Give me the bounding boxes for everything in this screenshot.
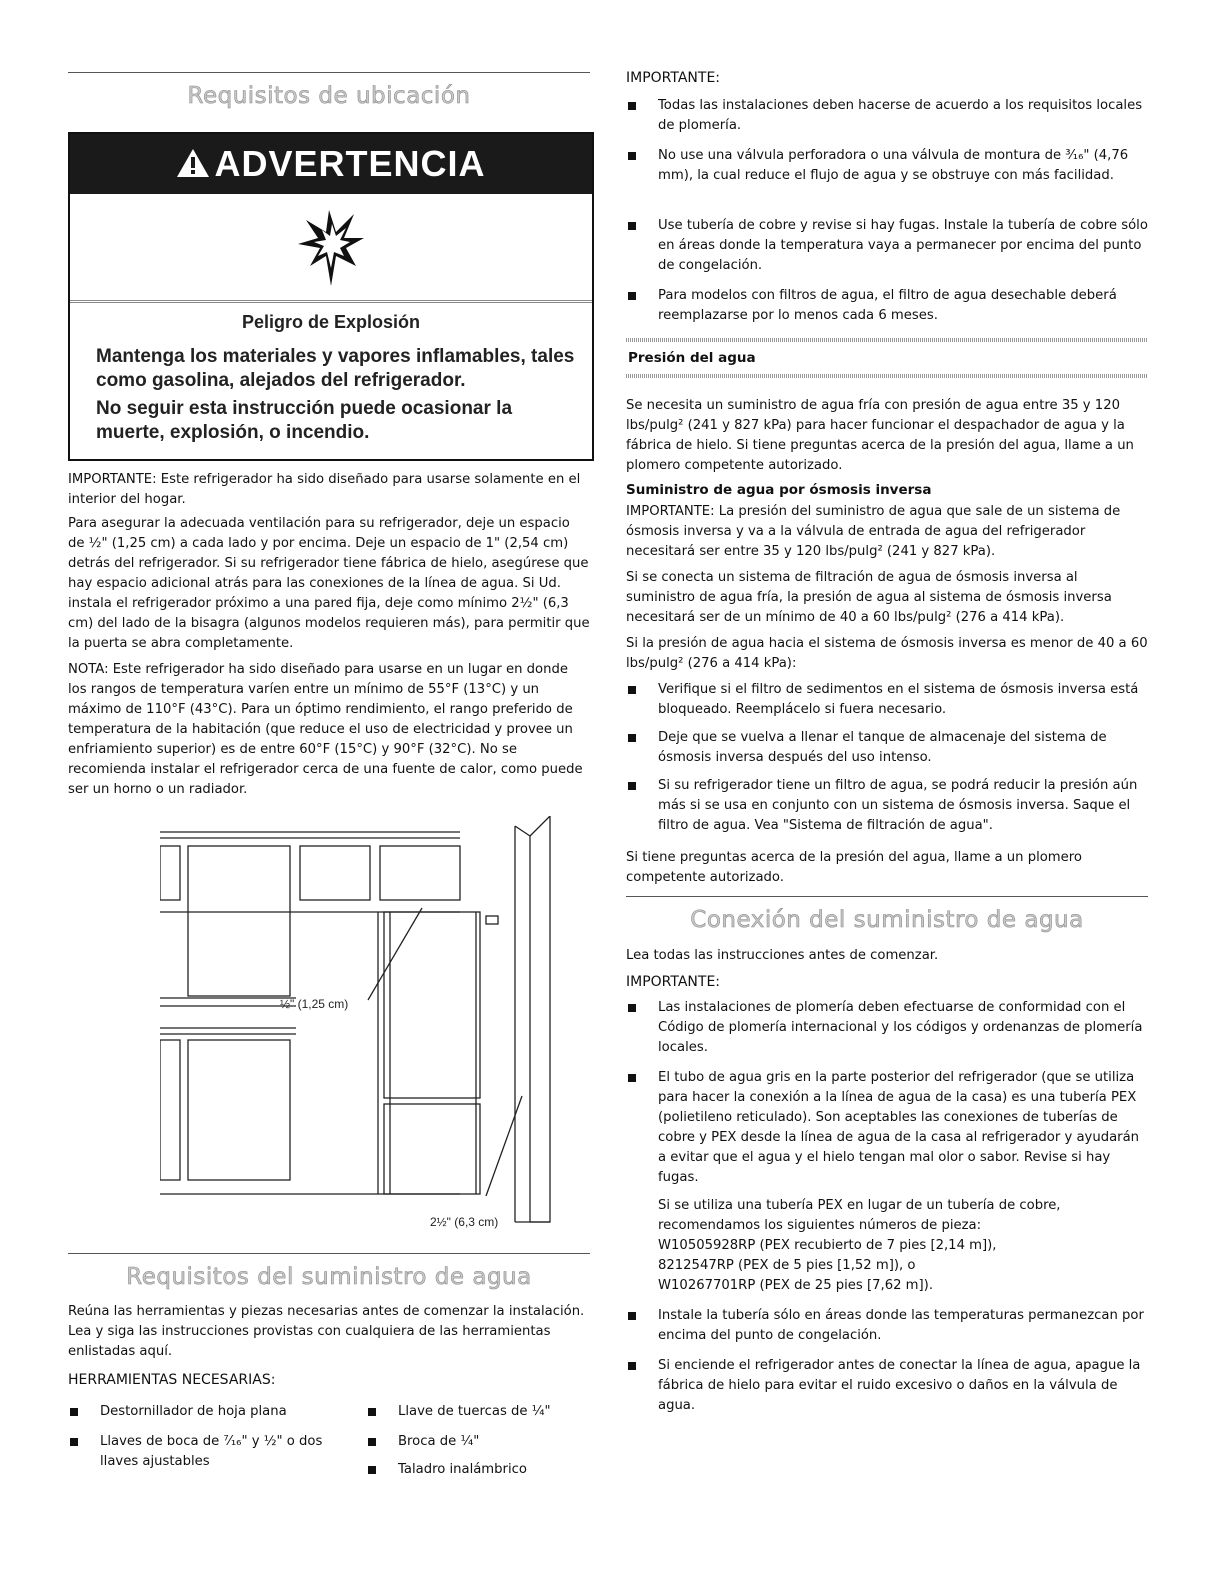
bullet-icon xyxy=(628,292,636,300)
warning-box xyxy=(68,132,594,461)
bullet-icon xyxy=(70,1408,78,1416)
warning-title: Peligro de Explosión xyxy=(241,312,421,332)
bullet-icon xyxy=(628,734,636,742)
paragraph-ro-connection: Si se conecta un sistema de filtración de agua de ósmosis inversa al suministro de agua fría, la presión de agua al sistema de ósmosis inversa necesitará ser de un mínimo de 40 a 60 lbs/pulg² (276 a 414 kPa). xyxy=(626,570,1112,625)
paragraph-ro-low-pressure: Si la presión de agua hacia el sistema de ósmosis inversa es menor de 40 a 60 lbs/pulg² (276 a 414 kPa): xyxy=(626,636,1148,671)
bullet-icon xyxy=(368,1466,376,1474)
paragraph-pex-intro: Si se utiliza una tubería PEX en lugar de un tubería de cobre, recomendamos los siguientes números de pieza: xyxy=(658,1198,1061,1233)
bullet-icon xyxy=(628,1074,636,1082)
warning-instruction: Mantenga los materiales y vapores inflamables, tales como gasolina, alejados del refrigerador. xyxy=(96,346,575,391)
paragraph-gather-tools: Reúna las herramientas y piezas necesarias antes de comenzar la instalación. Lea y siga las instrucciones provistas con cualquiera de las herramientas enlistadas aquí. xyxy=(68,1304,585,1359)
explosion-icon xyxy=(296,208,366,288)
bullet-icon xyxy=(70,1438,78,1446)
important-heading: IMPORTANTE: xyxy=(626,974,721,990)
section-title-location: Requisitos de ubicación xyxy=(187,83,471,109)
explosion-pictogram xyxy=(70,194,592,303)
clearance-diagram xyxy=(160,816,580,1236)
hatch-divider xyxy=(626,374,1148,378)
tools-heading: HERRAMIENTAS NECESARIAS: xyxy=(68,1372,276,1388)
bullet-icon xyxy=(628,782,636,790)
bullet-icon xyxy=(628,222,636,230)
section-title-water-supply: Requisitos del suministro de agua xyxy=(126,1264,532,1290)
bullet-icon xyxy=(368,1438,376,1446)
bullet-icon xyxy=(628,152,636,160)
bullet-icon xyxy=(628,102,636,110)
paragraph-ro-important: IMPORTANTE: La presión del suministro de agua que sale de un sistema de ósmosis inversa y va a la válvula de entrada de agua del refrigerador necesitará ser entre 35 y 120 lbs/pulg² (241 y 827 kPa). xyxy=(626,504,1121,559)
warning-triangle-icon xyxy=(176,136,210,196)
section-title-water-connection: Conexión del suministro de agua xyxy=(690,907,1084,933)
clearance-side-label: ½" (1,25 cm) xyxy=(280,997,349,1011)
label-important: IMPORTANTE: xyxy=(626,504,715,519)
warning-consequence: No seguir esta instrucción puede ocasionar la muerte, explosión, o incendio. xyxy=(96,398,513,443)
section-divider xyxy=(68,72,590,73)
bullet-icon xyxy=(628,686,636,694)
subheading-water-pressure: Presión del agua xyxy=(628,350,756,366)
paragraph-important-indoor: IMPORTANTE: Este refrigerador ha sido diseñado para usarse solamente en el interior del hogar. xyxy=(68,472,581,507)
bullet-icon xyxy=(628,1004,636,1012)
bullet-icon xyxy=(628,1362,636,1370)
bullet-icon xyxy=(628,1312,636,1320)
paragraph-ventilation: Para asegurar la adecuada ventilación para su refrigerador, deje un espacio de ½" (1,25 cm) a cada lado y por encima. Deje un espacio de 1" (2,54 cm) detrás del refrigerador. Si su refrigerador tiene fábrica de hielo, asegúrese que hay espacio adicional atrás para las conexiones de la línea de agua. Si Ud. instala el refrigerador próximo a una pared fija, deje como mínimo 2½" (6,3 cm) del lado de la bisagra (algunos modelos requieren más), para permitir que la puerta se abra completamente. xyxy=(68,516,590,651)
paragraph-note-temperature: NOTA: Este refrigerador ha sido diseñado para usarse en un lugar en donde los rangos de temperatura varíen entre un mínimo de 55°F (13°C) y un máximo de 110°F (43°C). Para un óptimo rendimiento, el rango preferido de temperatura de la habitación (que reduce el uso de electricidad y provee un enfriamiento superior) es de entre 60°F (15°C) y 90°F (32°C). No se recomienda instalar el refrigerador cerca de una fuente de calor, como puede ser un horno o un radiador. xyxy=(68,662,583,797)
warning-header-text: ADVERTENCIA xyxy=(214,143,486,184)
paragraph-water-pressure: Se necesita un suministro de agua fría con presión de agua entre 35 y 120 lbs/pulg² (241 y 827 kPa) para hacer funcionar el despachador de agua y la fábrica de hielo. Si tiene preguntas acerca de la presión del agua, llame a un plomero competente autorizado. xyxy=(626,398,1134,473)
paragraph-read-instructions: Lea todas las instrucciones antes de comenzar. xyxy=(626,948,939,963)
bullet-icon xyxy=(368,1408,376,1416)
paragraph-ro-questions: Si tiene preguntas acerca de la presión del agua, llame a un plomero competente autorizado. xyxy=(626,850,1082,885)
pex-part-number: 8212547RP (PEX de 5 pies [1,52 m]), o xyxy=(658,1258,916,1273)
pex-part-number: W10505928RP (PEX recubierto de 7 pies [2,14 m]), xyxy=(658,1238,997,1253)
important-heading: IMPORTANTE: xyxy=(626,70,721,86)
section-divider xyxy=(68,1253,590,1254)
label-note: NOTA: xyxy=(68,662,109,677)
warning-header xyxy=(70,134,592,194)
pex-part-number: W10267701RP (PEX de 25 pies [7,62 m]). xyxy=(658,1278,934,1293)
subheading-reverse-osmosis: Suministro de agua por ósmosis inversa xyxy=(626,482,932,498)
label-important: IMPORTANTE: xyxy=(68,472,157,487)
section-divider xyxy=(626,896,1148,897)
clearance-hinge-label: 2½" (6,3 cm) xyxy=(430,1215,499,1229)
hatch-divider xyxy=(626,338,1148,342)
